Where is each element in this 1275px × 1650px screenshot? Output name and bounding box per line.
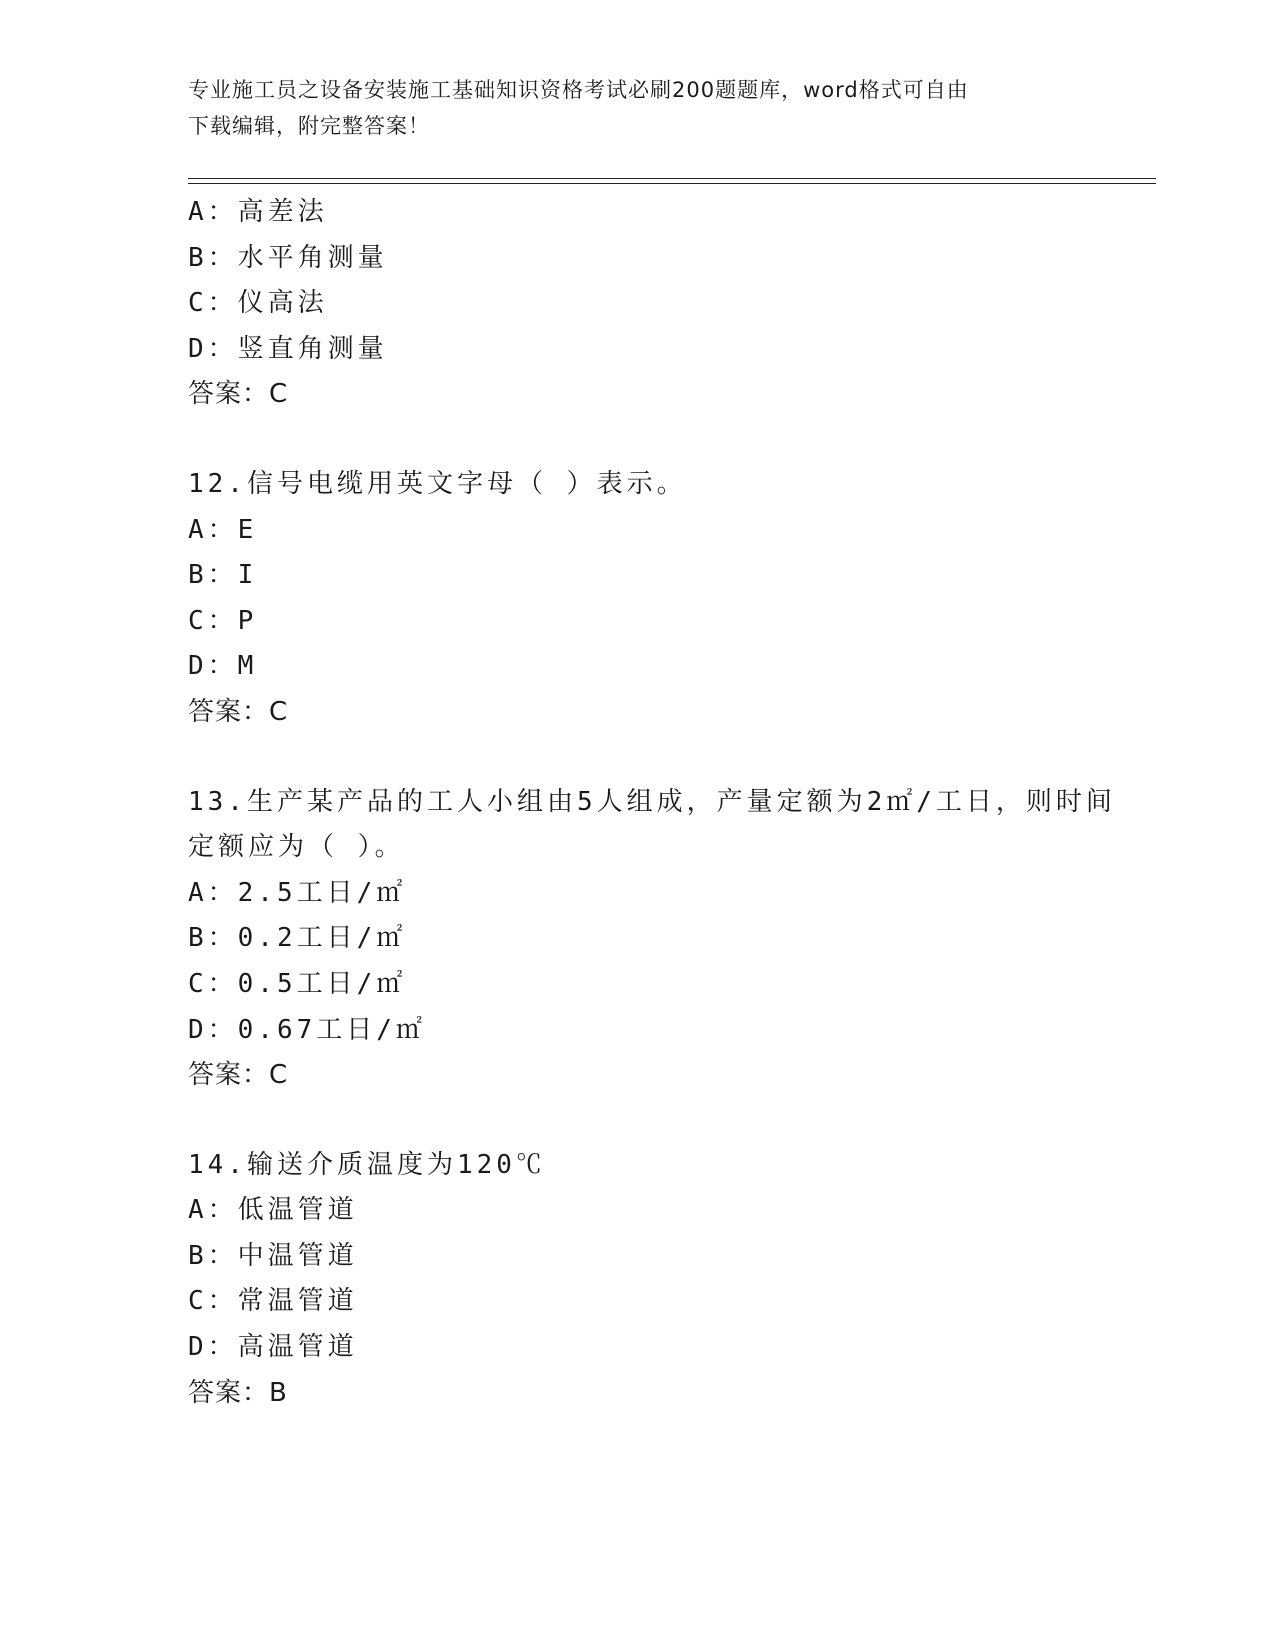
header-divider-bottom (188, 183, 1156, 184)
question-text: 14.输送介质温度为120℃ (188, 1149, 546, 1180)
option-c: C：P (188, 605, 258, 636)
option-a: A：高差法 (188, 197, 328, 227)
question-text-line1: 13.生产某产品的工人小组由5人组成，产量定额为2㎡/工日，则时间 (188, 786, 1116, 817)
question-13 (188, 780, 1116, 1099)
answer: 答案：C (188, 379, 289, 410)
header-title-line2: 下载编辑，附完整答案！ (188, 114, 430, 138)
option-d: D：M (188, 651, 258, 682)
question-11 (188, 190, 1088, 418)
question-text: 12.信号电缆用英文字母（ ）表示。 (188, 468, 687, 499)
option-a: A：低温管道 (188, 1195, 358, 1226)
option-b: B：I (188, 560, 258, 591)
option-c: C：0.5工日/㎡ (188, 968, 407, 999)
option-a: A：2.5工日/㎡ (188, 877, 407, 908)
question-text-line2: 定额应为（ ）。 (188, 832, 405, 863)
header-title-line1: 专业施工员之设备安装施工基础知识资格考试必刷200题题库，word格式可自由 (188, 78, 969, 102)
answer: 答案：C (188, 1060, 289, 1091)
option-b: B：0.2工日/㎡ (188, 923, 407, 954)
option-d: D：0.67工日/㎡ (188, 1014, 426, 1045)
option-d: D：竖直角测量 (188, 333, 388, 364)
option-c: C：仪高法 (188, 288, 328, 319)
header-divider-top (188, 178, 1156, 179)
answer: 答案：C (188, 696, 289, 727)
question-12 (188, 462, 1088, 736)
answer: 答案：B (188, 1377, 288, 1408)
question-list (188, 190, 1116, 1416)
option-b: B：水平角测量 (188, 242, 388, 273)
option-b: B：中温管道 (188, 1240, 358, 1271)
option-c: C：常温管道 (188, 1286, 358, 1317)
question-14 (188, 1143, 1088, 1417)
option-a: A：E (188, 514, 258, 545)
option-d: D：高温管道 (188, 1332, 358, 1363)
document-header (188, 72, 1088, 144)
